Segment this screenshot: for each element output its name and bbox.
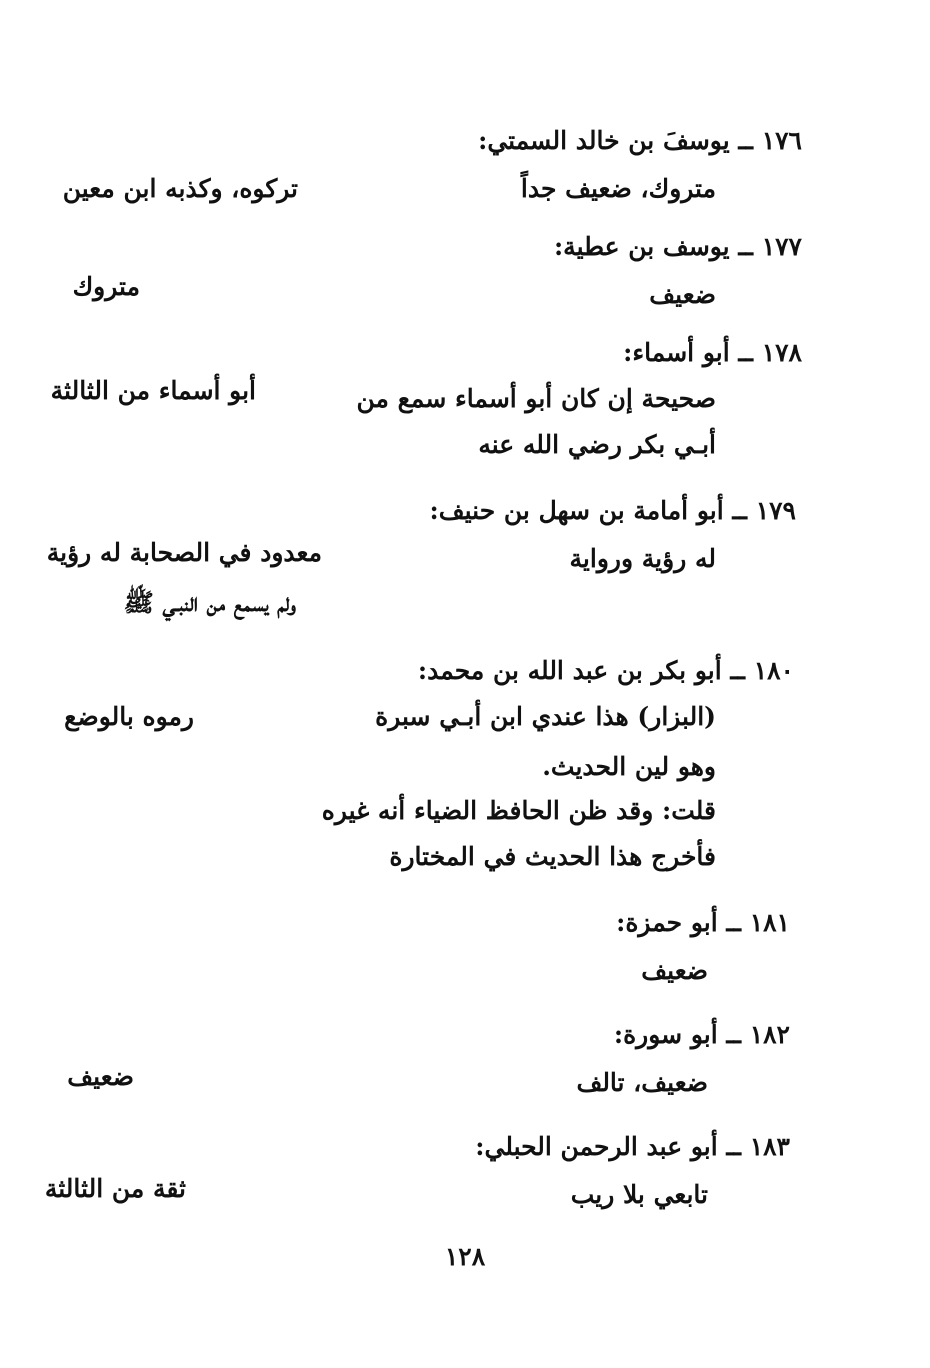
entry-body-line: له رؤية ورواية — [569, 544, 716, 573]
entry-heading: ١٨٠ ــ أبو بكر بن عبد الله بن محمد: — [417, 656, 794, 685]
page-number: ١٢٨ — [444, 1242, 486, 1271]
side-note-line: متروك — [72, 272, 140, 301]
side-note-line: معدود في الصحابة له رؤية — [46, 538, 322, 567]
entry-body-line: ضعيف — [649, 280, 716, 309]
entry-body-line: صحيحة إن كان أبو أسماء سمع من — [356, 384, 716, 413]
side-note-line: ثقة من الثالثة — [44, 1174, 186, 1203]
entry-heading: ١٧٩ ــ أبو أمامة بن سهل بن حنيف: — [429, 496, 796, 525]
entry-heading: ١٨١ ــ أبو حمزة: — [616, 908, 790, 937]
entry-heading: ١٨٢ ــ أبو سورة: — [613, 1020, 790, 1049]
side-note-line: ولم يسمع من النبـي ﷺ — [123, 588, 296, 617]
entry-body-line: تابعي بلا ريب — [570, 1180, 708, 1209]
entry-body-line: ضعيف — [641, 956, 708, 985]
entry-body-line: أبـي بكر رضي الله عنه — [478, 430, 716, 459]
side-note-line: أبو أسماء من الثالثة — [50, 376, 256, 405]
entry-heading: ١٨٣ ــ أبو عبد الرحمن الحبلي: — [475, 1132, 790, 1161]
entry-body-line: وهو لين الحديث. — [542, 752, 716, 781]
side-note-line: ضعيف — [67, 1062, 134, 1091]
entry-heading: ١٧٨ ــ أبو أسماء: — [623, 338, 802, 367]
entry-heading: ١٧٦ ــ يوسفَ بن خالد السمتي: — [478, 126, 802, 155]
entry-heading: ١٧٧ ــ يوسف بن عطية: — [553, 232, 802, 261]
entry-body-line: قلت: وقد ظن الحافظ الضياء أنه غيره — [321, 796, 716, 825]
side-note-line: تركوه، وكذبه ابن معين — [62, 174, 298, 203]
entry-body-line: ضعيف، تالف — [576, 1068, 708, 1097]
entry-body-line: متروك، ضعيف جداً — [520, 174, 716, 203]
entry-body-line: فأخرج هذا الحديث في المختارة — [389, 842, 716, 871]
entry-body-line: (البزار) هذا عندي ابن أبـي سبرة — [375, 702, 716, 731]
side-note-line: رموه بالوضع — [64, 702, 194, 731]
